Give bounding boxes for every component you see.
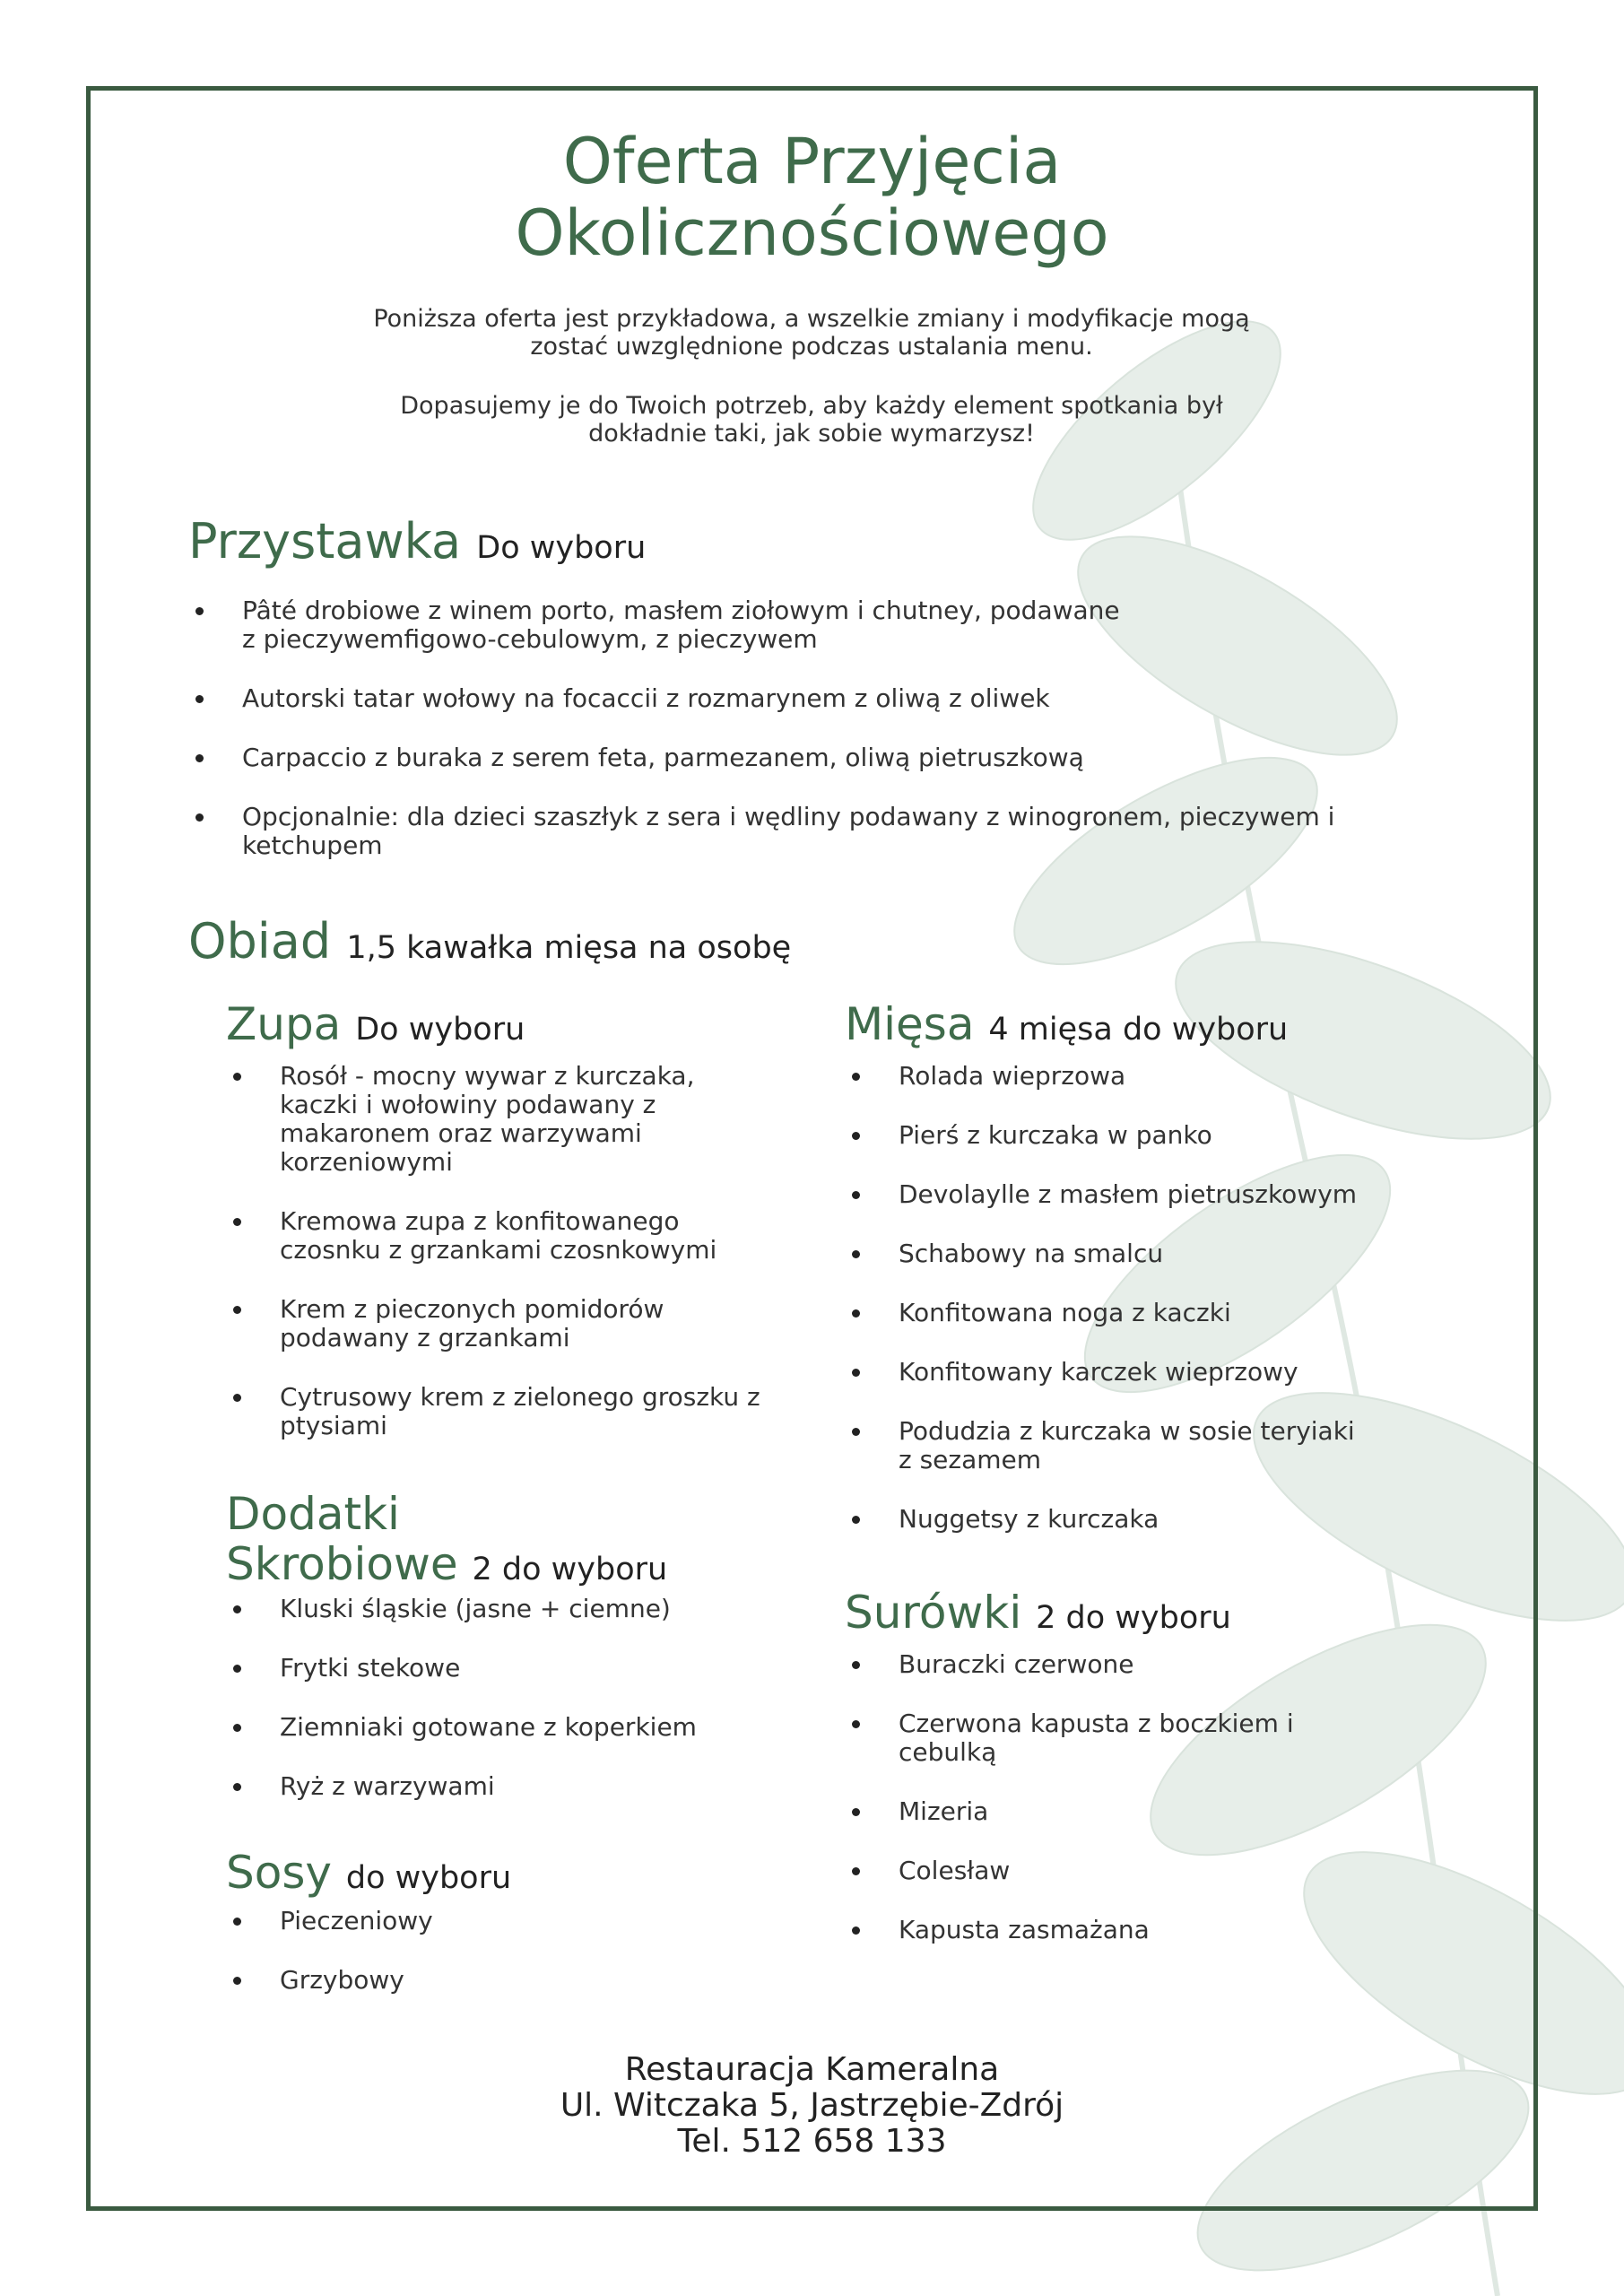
menu-item-line: Pieczeniowy: [280, 1906, 433, 1935]
menu-item-line: Rolada wieprzowa: [899, 1061, 1126, 1091]
restaurant-phone: Tel. 512 658 133: [677, 2123, 947, 2160]
menu-item-line: Krem z pieczonych pomidorów: [280, 1294, 664, 1324]
menu-item: [226, 1772, 836, 1801]
menu-item: [188, 803, 1444, 860]
menu-item: [188, 596, 1444, 654]
section-heading: Sosy: [226, 1847, 332, 1899]
menu-item-line: z sezamem: [899, 1445, 1042, 1474]
menu-item-line: makaronem oraz warzywami: [280, 1118, 642, 1148]
list-dodatki: [226, 1595, 836, 1831]
menu-item-line: Kluski śląskie (jasne + ciemne): [280, 1594, 671, 1623]
title-line-2: Okolicznościowego: [515, 196, 1109, 270]
menu-item: [845, 1062, 1472, 1091]
menu-item: [226, 1966, 836, 1995]
menu-item: [226, 1713, 836, 1742]
menu-item: [226, 1907, 836, 1935]
intro-line: dokładnie taki, jak sobie wymarzysz!: [588, 420, 1035, 448]
menu-item-line: Kapusta zasmażana: [899, 1915, 1150, 1944]
menu-item-line: Czerwona kapusta z boczkiem i: [899, 1709, 1294, 1738]
list-sosy: [226, 1907, 836, 2025]
menu-item-line: z pieczywemfigowo-cebulowym, z pieczywem: [242, 624, 818, 654]
intro-line: zostać uwzględnione podczas ustalania menu.: [530, 333, 1093, 361]
section-obiad: [188, 915, 791, 975]
section-sub: Do wyboru: [355, 1012, 525, 1048]
section-surowki: [845, 1586, 1231, 1645]
section-heading: Mięsa: [845, 998, 975, 1050]
title-line-1: Oferta Przyjęcia: [562, 125, 1062, 198]
menu-item-line: Ryż z warzywami: [280, 1771, 495, 1801]
section-heading: Obiad: [188, 913, 332, 970]
page-title: [0, 126, 1624, 269]
menu-item: [188, 744, 1444, 772]
menu-item: [226, 1295, 836, 1352]
menu-item-line: Frytki stekowe: [280, 1653, 461, 1683]
menu-item: [845, 1121, 1472, 1150]
section-sub: Do wyboru: [476, 530, 647, 566]
menu-item-line: Autorski tatar wołowy na focaccii z rozmarynem z oliwą z oliwek: [242, 683, 1050, 713]
menu-item-line: Cytrusowy krem z zielonego groszku z: [280, 1382, 760, 1412]
intro-line: Dopasujemy je do Twoich potrzeb, aby każdy element spotkania był: [400, 392, 1223, 420]
menu-item-line: cebulką: [899, 1737, 997, 1767]
menu-item: [845, 1857, 1472, 1885]
menu-item-line: Colesław: [899, 1856, 1011, 1885]
section-heading-line-1: Dodatki: [226, 1488, 400, 1540]
menu-item: [226, 1062, 836, 1177]
menu-item-line: Rosół - mocny wywar z kurczaka,: [280, 1061, 695, 1091]
menu-item: [845, 1299, 1472, 1327]
menu-item-line: Ziemniaki gotowane z koperkiem: [280, 1712, 697, 1742]
menu-item-line: Pierś z kurczaka w panko: [899, 1120, 1212, 1150]
menu-item: [226, 1207, 836, 1265]
menu-item-line: ketchupem: [242, 831, 383, 860]
section-heading-line-2: Skrobiowe: [226, 1538, 458, 1590]
list-zupa: [226, 1062, 836, 1471]
menu-item-line: Devolaylle z masłem pietruszkowym: [899, 1179, 1358, 1209]
menu-item-line: Mizeria: [899, 1796, 989, 1826]
section-sosy: [226, 1846, 511, 1905]
menu-item-line: Kremowa zupa z konfitowanego: [280, 1206, 680, 1236]
menu-item: [845, 1650, 1472, 1679]
menu-item: [845, 1417, 1472, 1474]
menu-item: [845, 1505, 1472, 1534]
list-surowki: [845, 1650, 1472, 1975]
menu-item-line: Podudzia z kurczaka w sosie teryiaki: [899, 1416, 1355, 1446]
menu-item-line: Schabowy na smalcu: [899, 1239, 1164, 1268]
menu-item-line: Konfitowany karczek wieprzowy: [899, 1357, 1298, 1387]
menu-item-line: Buraczki czerwone: [899, 1649, 1134, 1679]
section-sub: 4 mięsa do wyboru: [988, 1012, 1289, 1048]
restaurant-address: Ul. Witczaka 5, Jastrzębie-Zdrój: [560, 2087, 1064, 2124]
menu-item-line: korzeniowymi: [280, 1147, 453, 1177]
menu-item: [845, 1180, 1472, 1209]
section-sub: do wyboru: [345, 1860, 512, 1896]
section-dodatki: [226, 1489, 667, 1595]
menu-item: [845, 1797, 1472, 1826]
menu-item-line: kaczki i wołowiny podawany z: [280, 1090, 656, 1119]
menu-item: [845, 1916, 1472, 1944]
section-sub: 1,5 kawałka mięsa na osobę: [346, 930, 792, 966]
section-sub: 2 do wyboru: [1036, 1600, 1231, 1636]
intro-paragraph-1: [296, 305, 1327, 361]
menu-item-line: ptysiami: [280, 1411, 387, 1440]
section-heading: Przystawka: [188, 513, 462, 570]
list-przystawka: [188, 596, 1444, 891]
menu-item: [226, 1595, 836, 1623]
list-miesa: [845, 1062, 1472, 1564]
menu-item: [845, 1239, 1472, 1268]
section-heading: Surówki: [845, 1587, 1022, 1639]
menu-item: [226, 1654, 836, 1683]
section-zupa: [226, 997, 525, 1057]
menu-item: [845, 1709, 1472, 1767]
section-sub: 2 do wyboru: [472, 1552, 668, 1587]
intro-paragraph-2: [296, 392, 1327, 448]
menu-item-line: Konfitowana noga z kaczki: [899, 1298, 1231, 1327]
menu-item-line: czosnku z grzankami czosnkowymi: [280, 1235, 717, 1265]
restaurant-contact: [0, 2052, 1624, 2160]
section-miesa: [845, 997, 1288, 1057]
menu-item: [226, 1383, 836, 1440]
menu-item: [188, 684, 1444, 713]
menu-item-line: Opcjonalnie: dla dzieci szaszłyk z sera i wędliny podawany z winogronem, pieczywem i: [242, 802, 1335, 831]
menu-item-line: Pâté drobiowe z winem porto, masłem ziołowym i chutney, podawane: [242, 596, 1120, 625]
menu-item-line: Grzybowy: [280, 1965, 404, 1995]
restaurant-name: Restauracja Kameralna: [624, 2051, 1000, 2088]
section-przystawka: [188, 515, 646, 575]
menu-item-line: Nuggetsy z kurczaka: [899, 1504, 1159, 1534]
menu-item: [845, 1358, 1472, 1387]
intro-line: Poniższa oferta jest przykładowa, a wszelkie zmiany i modyfikacje mogą: [373, 305, 1250, 333]
section-heading: Zupa: [226, 998, 342, 1050]
menu-item-line: Carpaccio z buraka z serem feta, parmezanem, oliwą pietruszkową: [242, 743, 1084, 772]
menu-item-line: podawany z grzankami: [280, 1323, 570, 1352]
